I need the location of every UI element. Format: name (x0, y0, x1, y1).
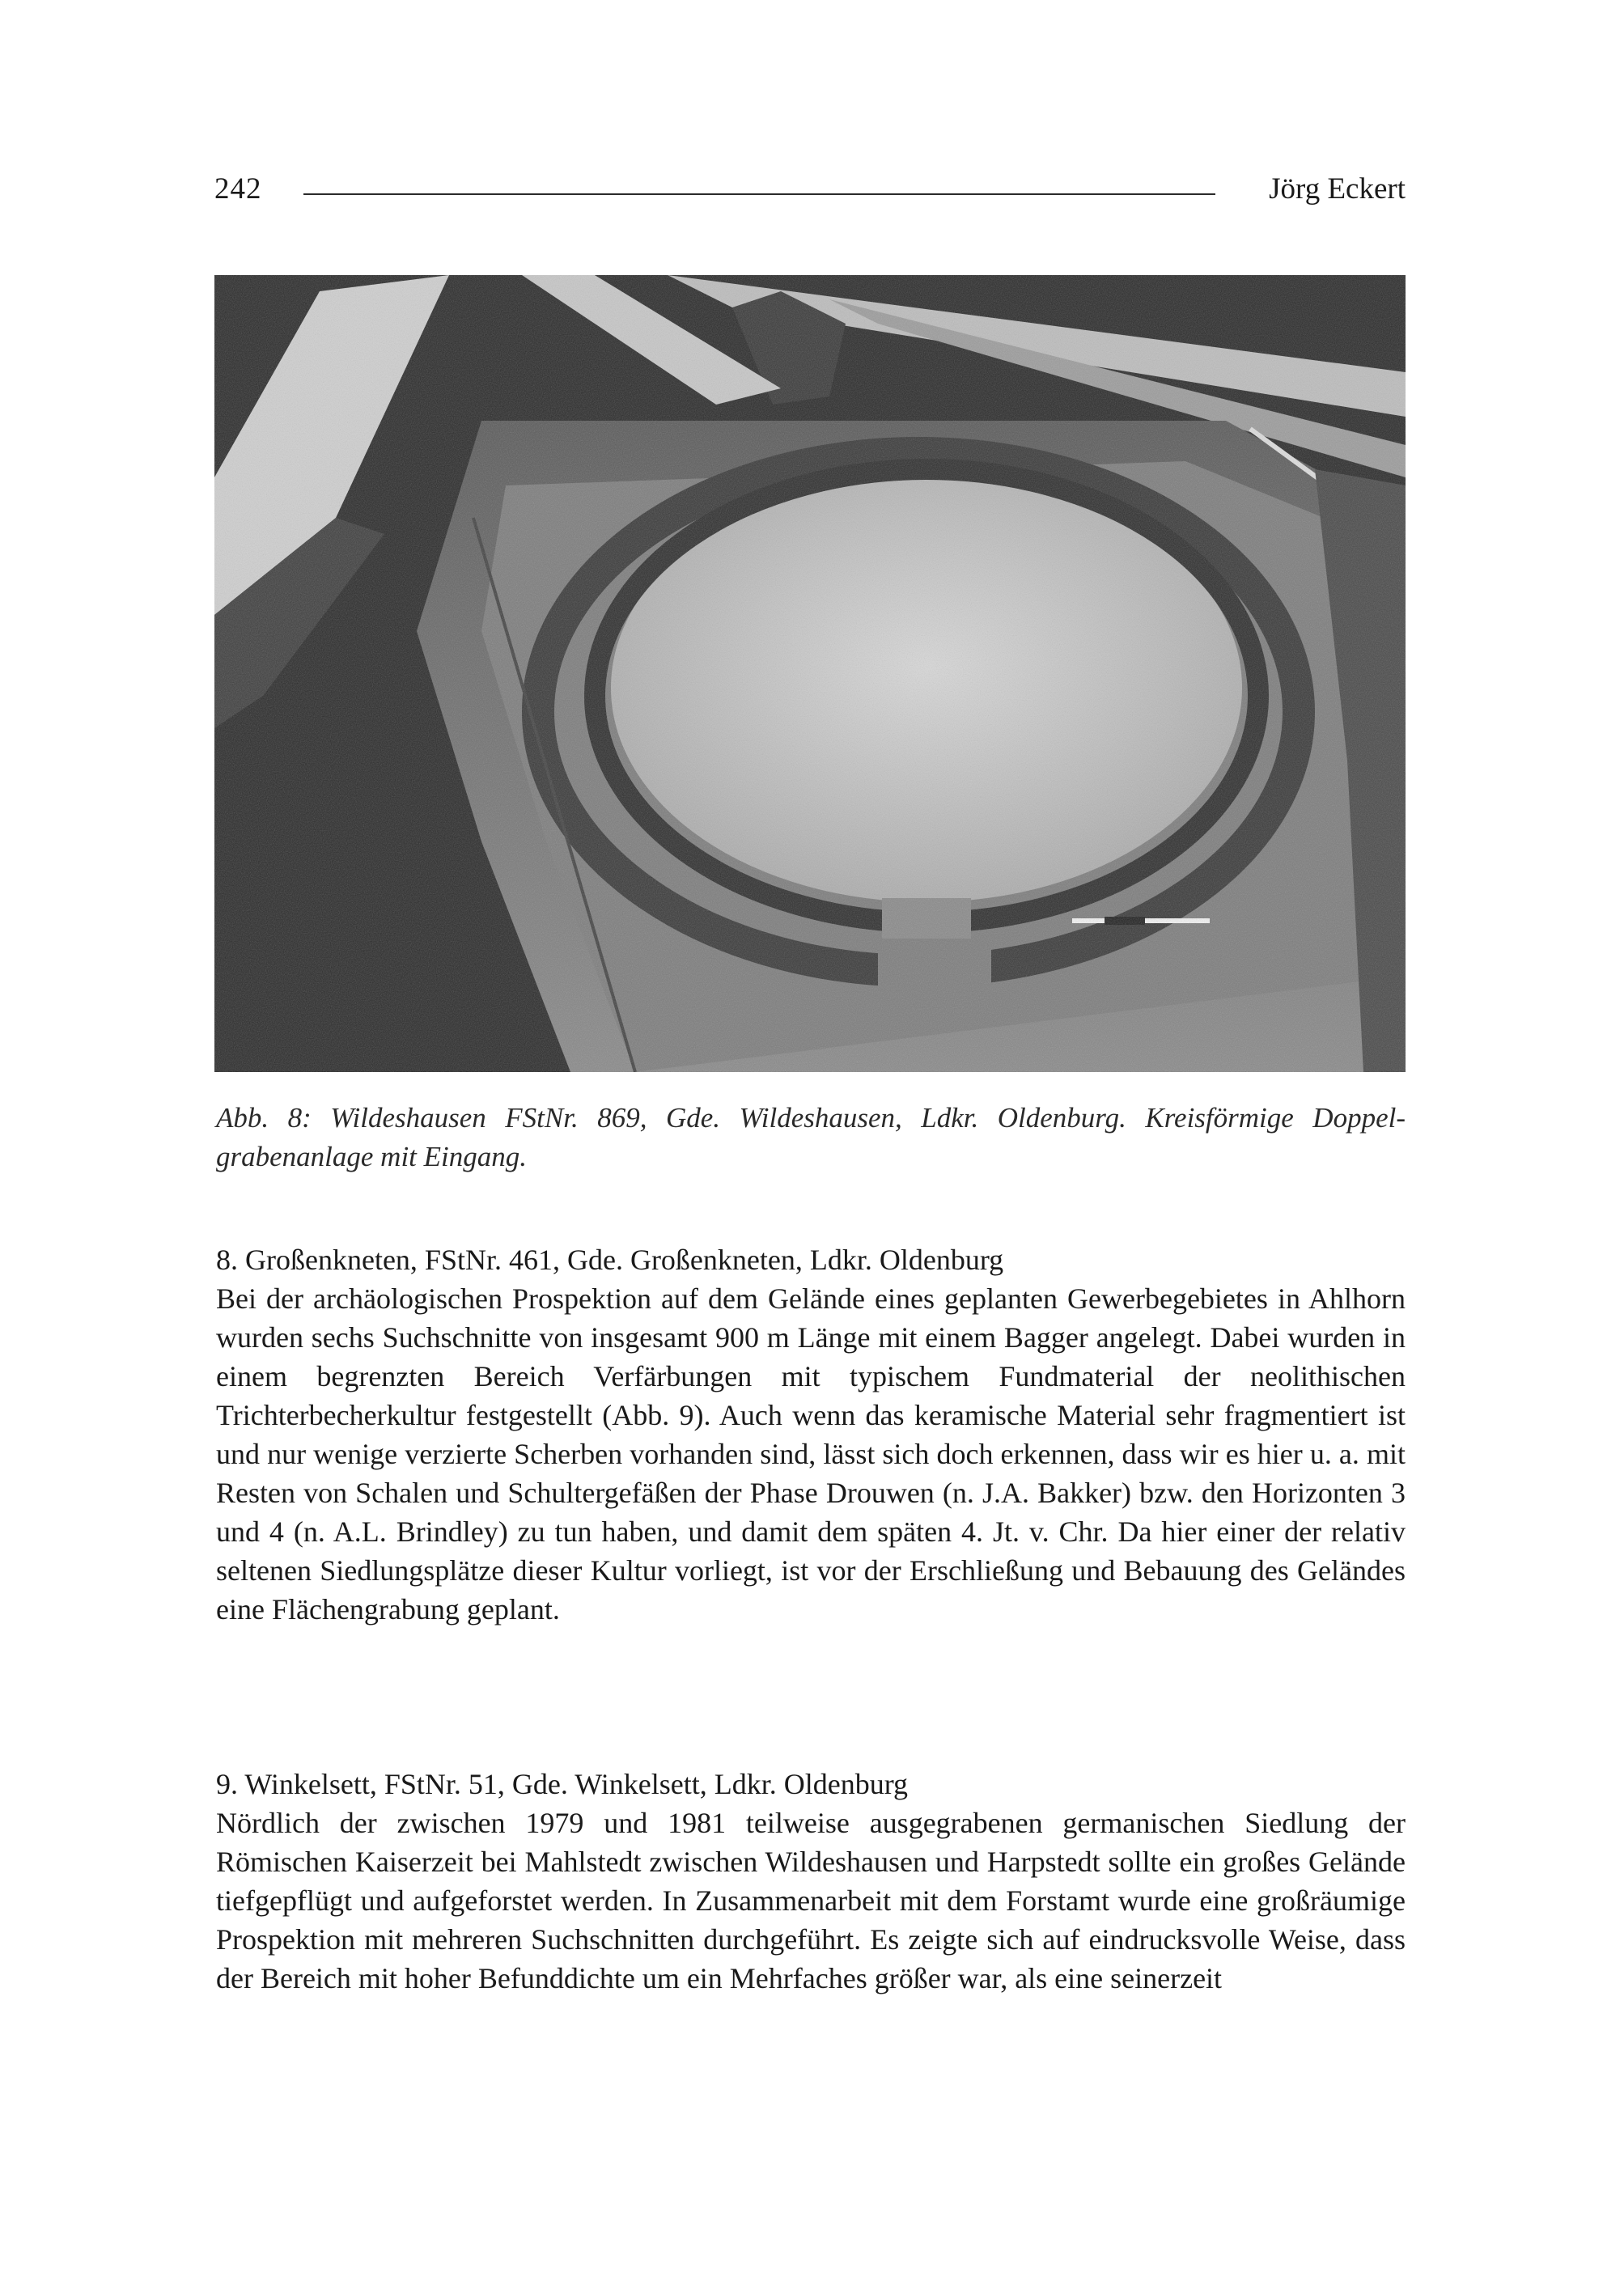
section-heading: 9. Winkelsett, FStNr. 51, Gde. Winkelsett, Ldkr. Oldenburg (216, 1768, 909, 1800)
excavation-photograph (214, 275, 1406, 1072)
running-header (214, 172, 1406, 220)
section-body: Bei der archäologischen Prospektion auf dem Gelände eines geplanten Gewerbegebietes in Ahlhorn wurden sechs Suchschnitte von insgesamt 900 m Länge mit einem Bagger angelegt. Dabei wurden in einem begrenzten Bereich Verfärbungen mit typischem Fundmaterial der neolithischen Trichterbecherkultur festgestellt (Abb. 9). Auch wenn das keramische Material sehr fragmentiert ist und nur wenige verzierte Scherben vorhanden sind, lässt sich doch erkennen, dass wir es hier u. a. mit Resten von Schalen und Schultergefäßen der Phase Drouwen (n. J.A. Bakker) bzw. den Horizonten 3 und 4 (n. A.L. Brindley) zu tun haben, und damit dem späten 4. Jt. v. Chr. Da hier einer der relativ seltenen Siedlungsplätze dieser Kultur vorliegt, ist vor der Erschließung und Bebauung des Geländes eine Flächengrabung geplant. (216, 1282, 1406, 1625)
section-9 (216, 1765, 1406, 1998)
section-body: Nördlich der zwischen 1979 und 1981 teilweise ausgegrabenen germanischen Siedlung der Römischen Kaiserzeit bei Mahlstedt zwischen Wildeshausen und Harpstedt sollte ein großes Gelände tiefgepflügt und aufgeforstet werden. In Zusammenarbeit mit dem Forstamt wurde eine großräumige Prospektion mit mehreren Suchschnitten durchgeführt. Es zeigte sich auf eindrucksvolle Weise, dass der Bereich mit hoher Befunddichte um ein Mehrfaches größer war, als eine seinerzeit (216, 1807, 1406, 1994)
section-heading: 8. Großenkneten, FStNr. 461, Gde. Großenkneten, Ldkr. Oldenburg (216, 1244, 1004, 1276)
section-8 (216, 1240, 1406, 1629)
figure-caption: Abb. 8: Wildeshausen FStNr. 869, Gde. Wildeshausen, Ldkr. Oldenburg. Kreisförmige Doppelgrabenanlage mit Eingang. (216, 1102, 1406, 1172)
header-rule (303, 193, 1215, 195)
page-number: 242 (214, 172, 262, 206)
running-author: Jörg Eckert (1269, 172, 1406, 206)
